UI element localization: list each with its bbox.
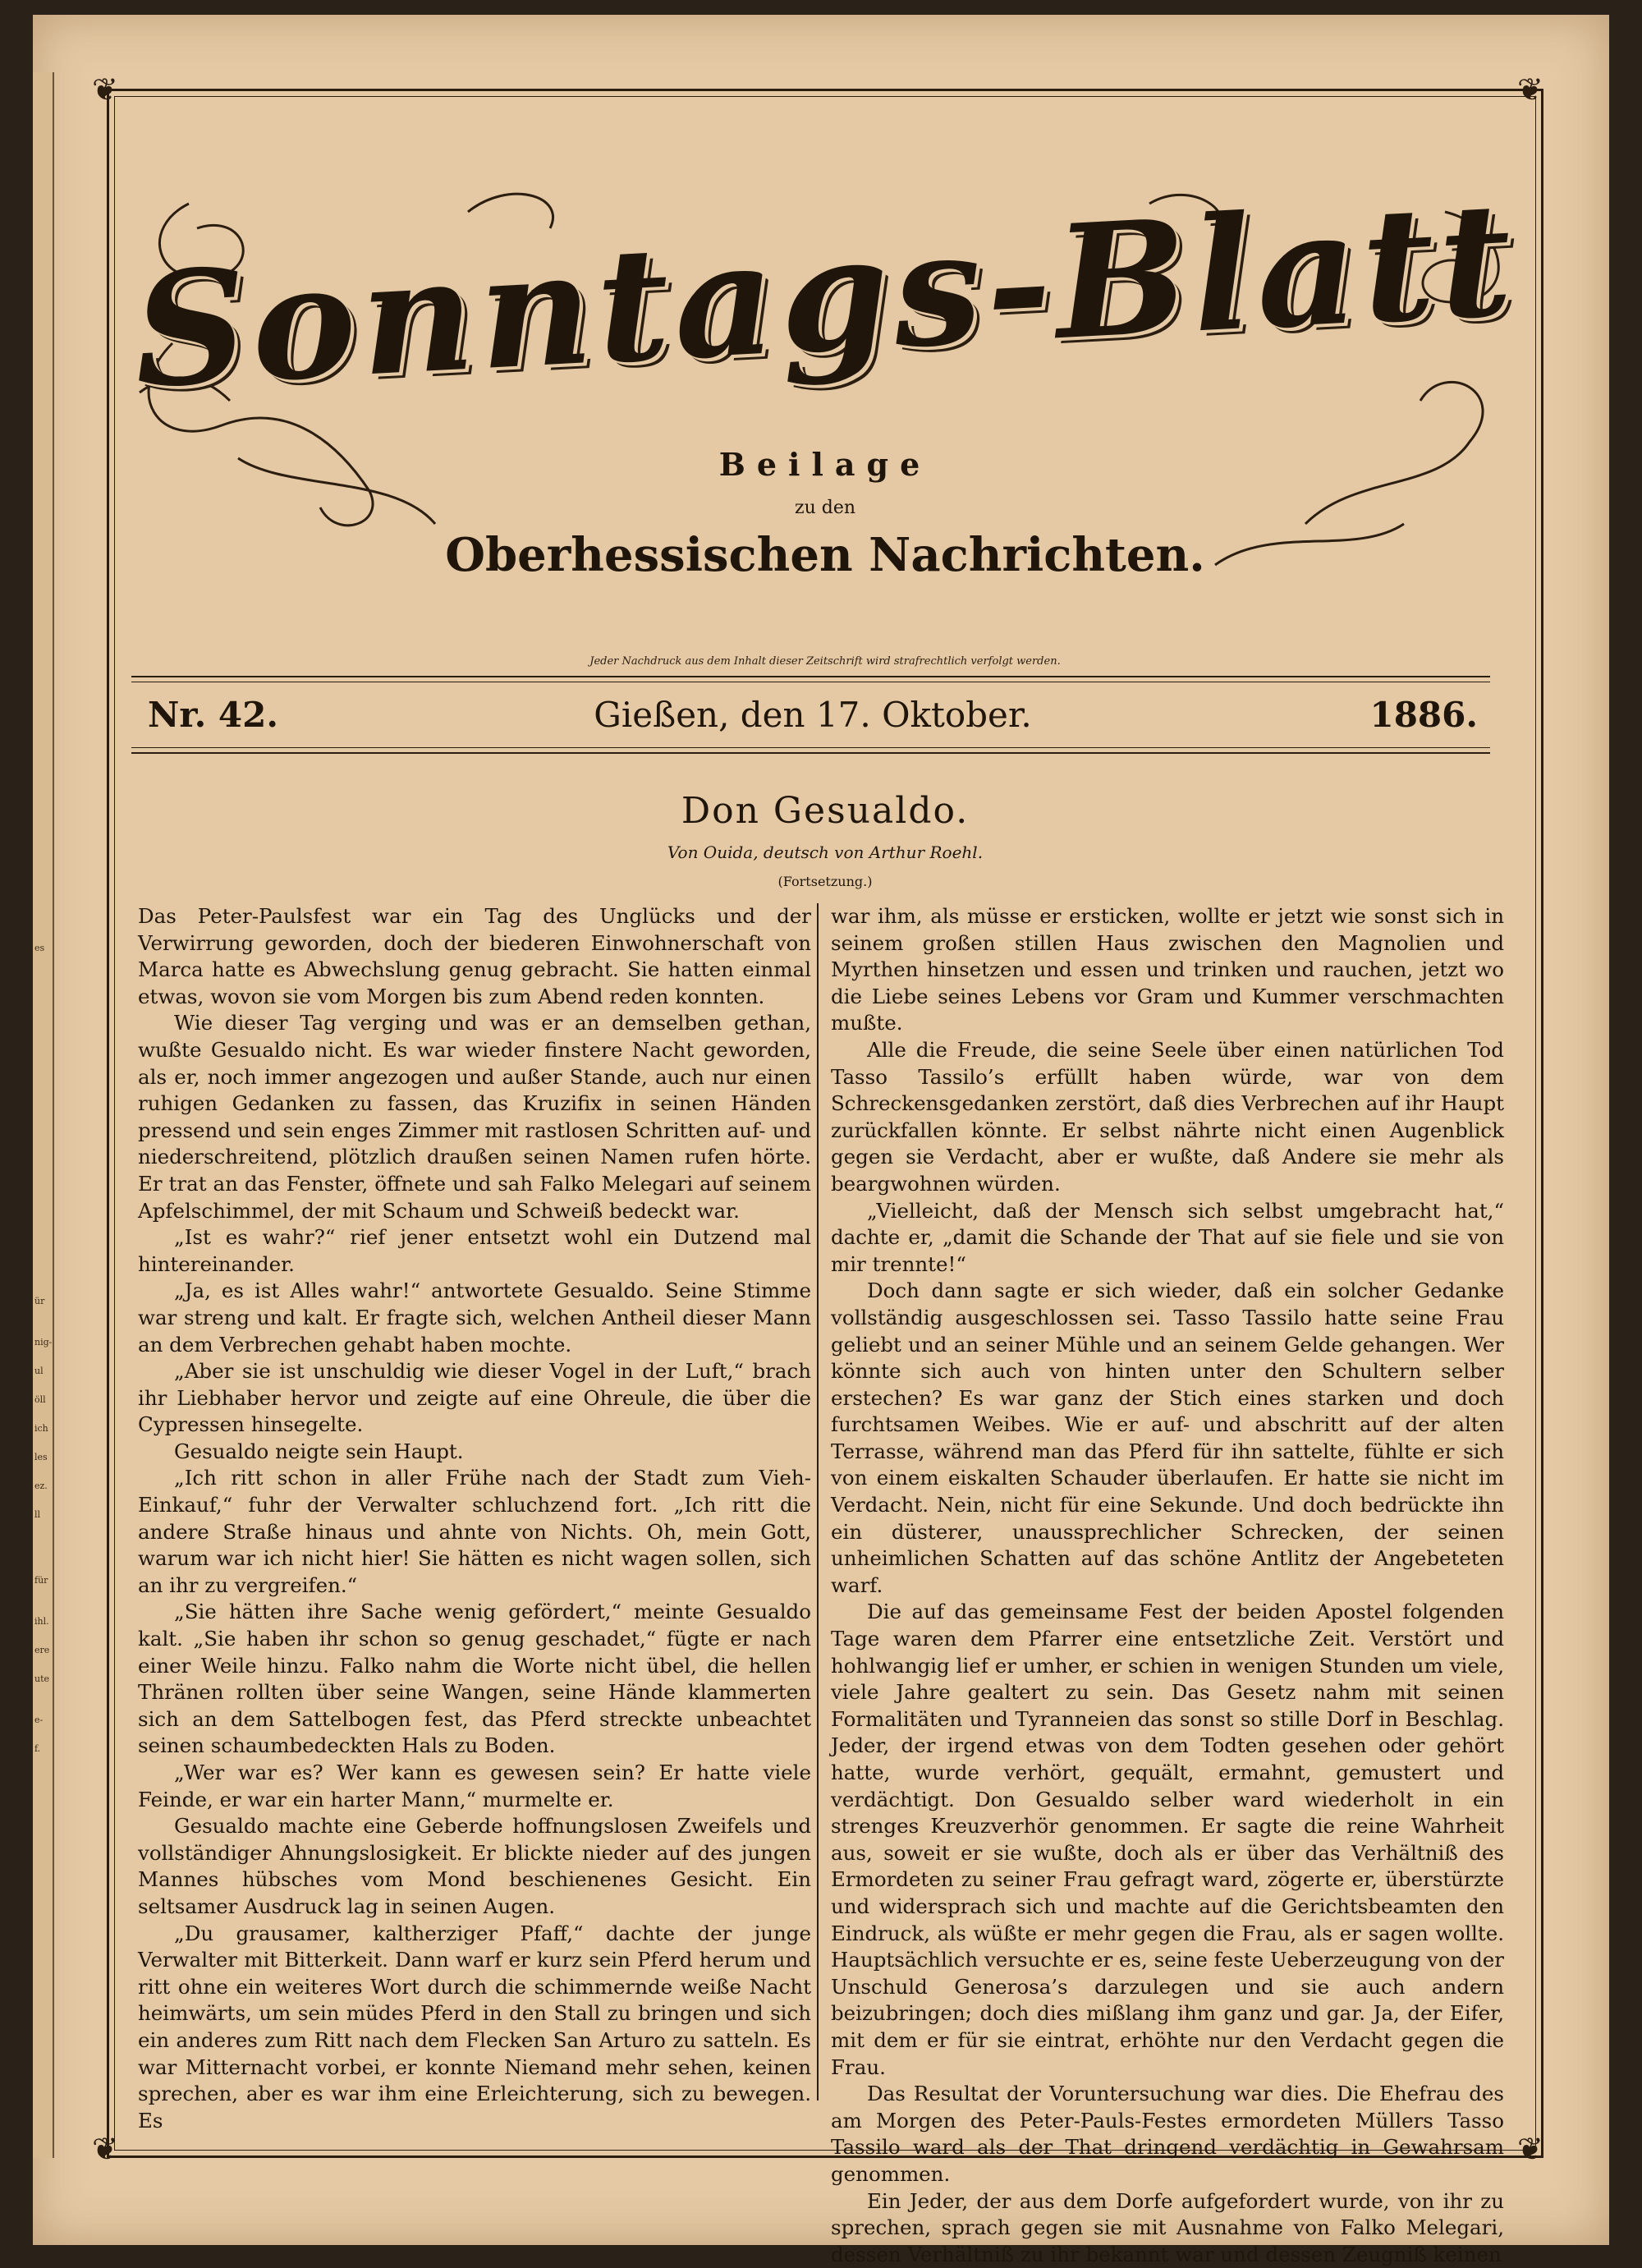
newspaper-page [33, 15, 1609, 2245]
margin-fragment: es [34, 943, 44, 953]
margin-fragment: ich [34, 1423, 48, 1434]
article-byline: Von Ouida, deutsch von Arthur Roehl. [123, 842, 1527, 862]
paragraph: Alle die Freude, die seine Seele über einen natürlichen Tod Tasso Tassilo’s erfüllt haben würde, war von dem Schreckensgedanken zerstört, daß dies Verbrechen auf ihr Haupt zurückfallen könnte. Er selbst nährte nicht einen Augenblick gegen sie Verdacht, aber er wußte, daß Andere sie mehr als beargwohnen würden. [831, 1037, 1504, 1198]
divider-rule [131, 676, 1490, 677]
article-column-left [138, 903, 811, 2109]
margin-fragment: ute [34, 1673, 49, 1684]
margin-fragment: ul [34, 1366, 44, 1376]
paragraph: Gesualdo machte eine Geberde hoffnungslosen Zweifels und vollständiger Ahnungslosigkeit. Er blickte nieder auf des jungen Mannes hübsches vom Mond beschienenes Gesicht. Ein seltsamer Ausdruck lag in seinen Augen. [138, 1813, 811, 1920]
column-divider [817, 903, 819, 2100]
paragraph: Das Peter-Paulsfest war ein Tag des Unglücks und der Verwirrung geworden, doch der biederen Einwohnerschaft von Marca hatte es Abwechslung genug gebracht. Sie hatten einmal etwas, wovon sie vom Morgen bis zum Abend reden konnten. [138, 903, 811, 1010]
masthead-title: Sonntags-Blatt [119, 167, 1530, 423]
masthead-parent-paper: Oberhessischen Nachrichten. [123, 528, 1527, 582]
margin-fragment: öll [34, 1394, 46, 1405]
margin-fragment: ez. [34, 1481, 48, 1491]
copyright-notice: Jeder Nachdruck aus dem Inhalt dieser Zeitschrift wird strafrechtlich verfolgt werden. [123, 655, 1527, 668]
corner-ornament-icon: ❦ [92, 2133, 118, 2165]
issue-year: 1886. [1369, 695, 1478, 735]
paragraph: war ihm, als müsse er ersticken, wollte er jetzt wie sonst sich in seinem großen stillen Haus zwischen den Magnolien und Myrthen hinsetzen und essen und trinken und rauchen, jetzt wo die Liebe seines Lebens vor Gram und Kummer verschmachten mußte. [831, 903, 1504, 1037]
masthead-subtitle: Beilage [123, 446, 1527, 483]
paragraph: „Aber sie ist unschuldig wie dieser Vogel in der Luft,“ brach ihr Liebhaber hervor und zeigte auf eine Ohreule, die über die Cypressen hinsegelte. [138, 1358, 811, 1439]
paragraph: Das Resultat der Voruntersuchung war dies. Die Ehefrau des am Morgen des Peter-Pauls-Festes ermordeten Müllers Tasso Tassilo ward als der That dringend verdächtig in Gewahrsam genommen. [831, 2081, 1504, 2188]
paragraph: Gesualdo neigte sein Haupt. [138, 1439, 811, 1466]
paragraph: Wie dieser Tag verging und was er an demselben gethan, wußte Gesualdo nicht. Es war wieder finstere Nacht geworden, als er, noch immer angezogen und außer Stande, auch nur einen ruhigen Gedanken zu fassen, das Kruzifix in seinen Händen pressend und sein enges Zimmer mit rastlosen Schritten auf- und niederschreitend, plötzlich draußen seinen Namen rufen hörte. Er trat an das Fenster, öffnete und sah Falko Melegari auf seinem Apfelschimmel, der mit Schaum und Schweiß bedeckt war. [138, 1010, 811, 1224]
paragraph: Doch dann sagte er sich wieder, daß ein solcher Gedanke vollständig ausgeschlossen sei. Tasso Tassilo hatte seine Frau geliebt und an seiner Mühle und an seinem Gelde gehangen. Wer könnte sich auch von hinten unter den Schultern selber erstechen? Es war ganz der Stich eines starken und doch furchtsamen Weibes. Wie er auf- und abschritt auf der alten Terrasse, während man das Pferd für ihn sattelte, fühlte er sich von einem eiskalten Schauder überlaufen. Er hatte sie nicht im Verdacht. Nein, nicht für eine Sekunde. Und doch bedrückte ihn ein düsterer, unaussprechlicher Schrecken, der seinen unheimlichen Schatten auf das schöne Antlitz der Angebeteten warf. [831, 1278, 1504, 1599]
margin-fragment: les [34, 1452, 48, 1462]
article-column-right [831, 903, 1504, 2109]
margin-fragment: für [34, 1575, 48, 1586]
issue-number: Nr. 42. [148, 695, 278, 735]
corner-ornament-icon: ❦ [1517, 74, 1543, 105]
paragraph: Ein Jeder, der aus dem Dorfe aufgefordert wurde, von ihr zu sprechen, sprach gegen sie mit Ausnahme von Falko Melegari, dessen Verhältniß zu ihr bekannt war und dessen Zeugniß keinen [831, 2188, 1504, 2268]
corner-ornament-icon: ❦ [1517, 2133, 1543, 2165]
paragraph: Die auf das gemeinsame Fest der beiden Apostel folgenden Tage waren dem Pfarrer eine entsetzliche Zeit. Verstört und hohlwangig lief er umher, er schien in wenigen Stunden um viele, viele Jahre gealtert zu sein. Das Gesetz nahm mit seinen Formalitäten und Tyranneien das sonst so stille Dorf in Beschlag. Jeder, der irgend etwas von dem Todten gesehen oder gehört hatte, wurde verhört, gequält, ermahnt, gemustert und verdächtigt. Don Gesualdo selber ward wiederholt in ein strenges Kreuzverhör genommen. Er sagte die reine Wahrheit aus, soweit er sie wußte, doch als er über das Verhältniß des Ermordeten zu seiner Frau gefragt ward, zögerte er, überstürzte und widersprach sich und machte auf die Gerichtsbeamten den Eindruck, als wüßte er mehr gegen die Frau, als er sagen wollte. Hauptsächlich versuchte er es, seine feste Ueberzeugung von der Unschuld Generosa’s darzulegen und sie auch andern beizubringen; doch dies mißlang ihm ganz und gar. Ja, der Eifer, mit dem er für sie eintrat, erhöhte nur den Verdacht gegen die Frau. [831, 1599, 1504, 2081]
masthead-subtitle-connector: zu den [123, 498, 1527, 518]
adjacent-page-edge [33, 72, 54, 2158]
margin-fragment: ür [34, 1296, 44, 1306]
margin-fragment: f. [34, 1743, 40, 1754]
paragraph: „Du grausamer, kaltherziger Pfaff,“ dachte der junge Verwalter mit Bitterkeit. Dann warf er kurz sein Pferd herum und ritt ohne ein weiteres Wort durch die schimmernde weiße Nacht heimwärts, um sein müdes Pferd in den Stall zu bringen und sich ein anderes zum Ritt nach dem Flecken San Arturo zu satteln. Es war Mitternacht vorbei, er konnte Niemand mehr sehen, keinen sprechen, aber es war ihm eine Erleichterung, sich zu bewegen. Es [138, 1921, 811, 2135]
place-and-date: Gießen, den 17. Oktober. [148, 695, 1478, 735]
divider-rule [131, 747, 1490, 748]
paragraph: „Vielleicht, daß der Mensch sich selbst umgebracht hat,“ dachte er, „damit die Schande der That auf sie fiele und sie von mir trennte!“ [831, 1198, 1504, 1279]
dateline [148, 695, 1478, 744]
paragraph: „Ja, es ist Alles wahr!“ antwortete Gesualdo. Seine Stimme war streng und kalt. Er fragte sich, welchen Antheil dieser Mann an dem Verbrechen gehabt haben mochte. [138, 1278, 811, 1358]
article-title: Don Gesualdo. [123, 790, 1527, 832]
margin-fragment: ll [34, 1509, 40, 1520]
corner-ornament-icon: ❦ [92, 74, 118, 105]
paragraph: „Ist es wahr?“ rief jener entsetzt wohl ein Dutzend mal hintereinander. [138, 1224, 811, 1278]
paragraph: „Wer war es? Wer kann es gewesen sein? Er hatte viele Feinde, er war ein harter Mann,“ murmelte er. [138, 1760, 811, 1813]
margin-fragment: nig- [34, 1337, 52, 1347]
divider-rule [131, 752, 1490, 754]
paragraph: „Ich ritt schon in aller Frühe nach der Stadt zum Vieh-Einkauf,“ fuhr der Verwalter schluchzend fort. „Ich ritt die andere Straße hinaus und ahnte von Nichts. Oh, mein Gott, warum war ich nicht hier! Sie hätten es nicht wagen sollen, sich an ihr zu vergreifen.“ [138, 1465, 811, 1599]
margin-fragment: ihl. [34, 1616, 49, 1627]
margin-fragment: ere [34, 1645, 49, 1655]
masthead [123, 179, 1527, 639]
margin-fragment: e- [34, 1715, 43, 1725]
continuation-note: (Fortsetzung.) [123, 874, 1527, 889]
paragraph: „Sie hätten ihre Sache wenig gefördert,“ meinte Gesualdo kalt. „Sie haben ihr schon so genug geschadet,“ fügte er nach einer Weile hinzu. Falko nahm die Worte nicht übel, die hellen Thränen rollten über seine Wangen, seine Hände klammerten sich an dem Sattelbogen fest, das Pferd streckte unbeachtet seinen schaumbedeckten Hals zu Boden. [138, 1599, 811, 1760]
